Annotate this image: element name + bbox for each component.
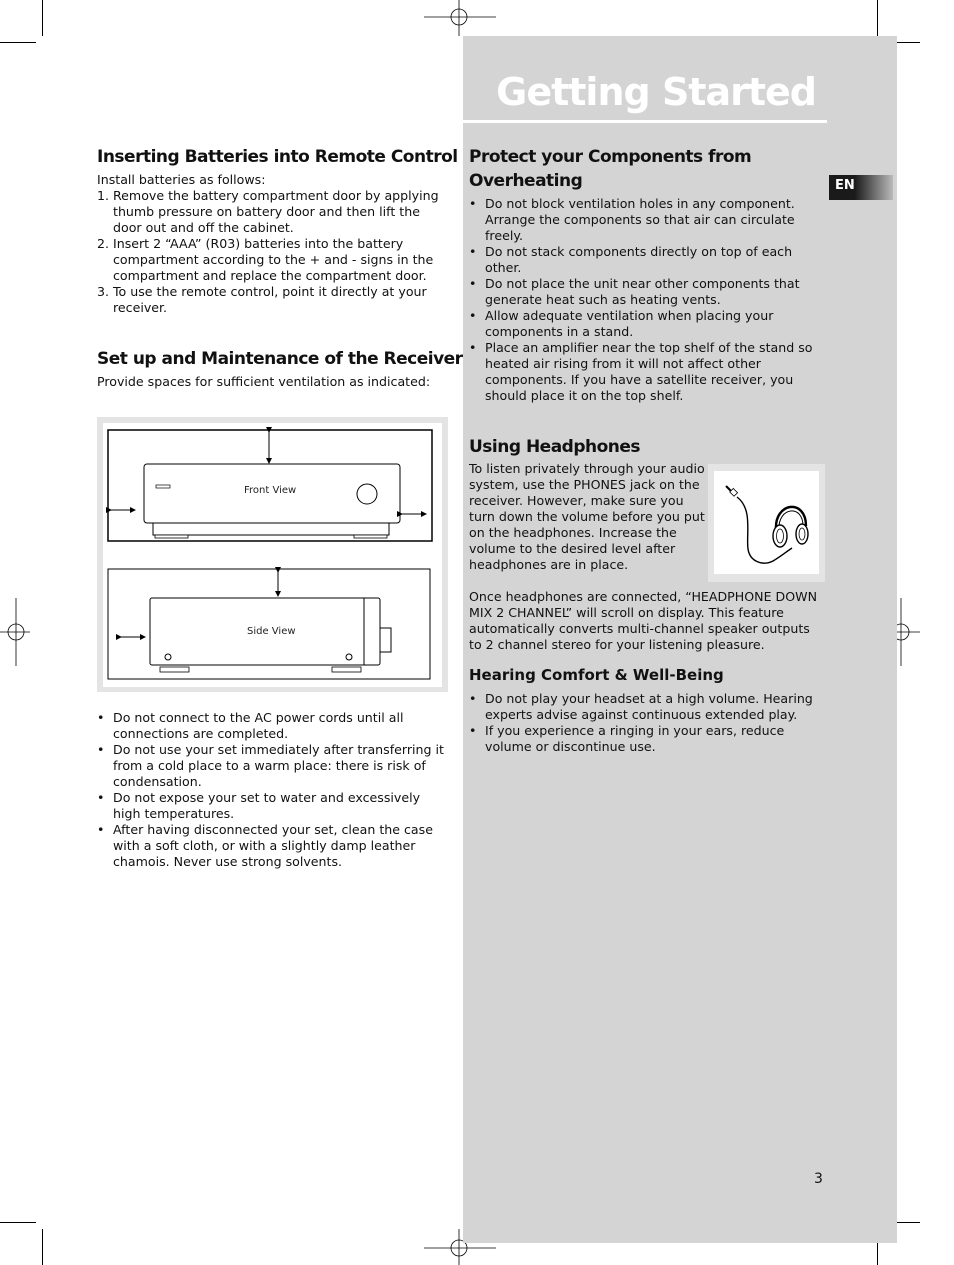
overheating-heading: Protect your Components from Overheating — [469, 147, 752, 191]
title-underline — [463, 120, 827, 123]
side-view-label: Side View — [247, 626, 296, 637]
list-item: • Do not expose your set to water and excessively high temperatures. — [97, 790, 421, 821]
batteries-section — [97, 172, 442, 316]
list-item: • Do not use your set immediately after transferring it from a cold place to a warm place: there is risk of condensation. — [97, 742, 444, 789]
list-item: 2. Insert 2 “AAA” (R03) batteries into the battery compartment according to the + and - signs in the compartment and replace the compartment door. — [97, 236, 434, 283]
headphones-figure — [708, 464, 825, 582]
crop-mark — [877, 0, 878, 36]
headphones-icon — [708, 464, 825, 582]
ventilation-diagram — [97, 417, 448, 692]
crop-mark — [42, 0, 43, 36]
crop-mark — [0, 1222, 36, 1223]
list-item: • After having disconnected your set, clean the case with a soft cloth, or with a slightly damp leather chamois. Never use strong solvents. — [97, 822, 433, 869]
setup-heading: Set up and Maintenance of the Receiver — [97, 349, 463, 369]
headphones-heading: Using Headphones — [469, 437, 641, 457]
registration-mark-icon — [424, 0, 496, 36]
batteries-heading: Inserting Batteries into Remote Control — [97, 147, 458, 167]
list-item: • Allow adequate ventilation when placing your components in a stand. — [469, 308, 774, 339]
registration-mark-icon — [0, 598, 30, 666]
list-item: • Do not connect to the AC power cords until all connections are completed. — [97, 710, 404, 741]
list-item: • Place an amplifier near the top shelf of the stand so heated air rising from it will not affect other components. If you have a satellite receiver, you should place it on the top shelf. — [469, 340, 813, 403]
headphones-para2: Once headphones are connected, “HEADPHONE DOWN MIX 2 CHANNEL” will scroll on display. This feature automatically converts multi-channel speaker outputs to 2 channel stereo for your listening pleasure. — [469, 589, 818, 652]
batteries-steps — [97, 188, 442, 316]
language-tab — [829, 175, 893, 200]
list-item: • Do not play your headset at a high volume. Hearing experts advise against continuous extended play. — [469, 691, 813, 722]
language-tab-label: EN — [835, 178, 855, 193]
overheating-bullets — [469, 196, 814, 404]
setup-bullets — [97, 710, 449, 870]
headphones-para1: To listen privately through your audio system, use the PHONES jack on the receiver. However, make sure you turn down the volume before you put on the headphones. Increase the volume to the desired level after headphones are in place. — [469, 461, 705, 572]
batteries-intro: Install batteries as follows: — [97, 172, 266, 187]
setup-intro: Provide spaces for sufficient ventilation as indicated: — [97, 374, 431, 389]
comfort-bullets — [469, 691, 819, 755]
front-view-label: Front View — [244, 485, 297, 496]
crop-mark — [42, 1229, 43, 1265]
comfort-heading: Hearing Comfort & Well-Being — [469, 666, 724, 684]
list-item: 3. To use the remote control, point it directly at your receiver. — [97, 284, 427, 315]
page-number: 3 — [814, 1171, 823, 1187]
list-item: • Do not block ventilation holes in any component. Arrange the components so that air can circulate freely. — [469, 196, 795, 243]
list-item: • Do not stack components directly on top of each other. — [469, 244, 793, 275]
ventilation-figure — [97, 417, 448, 692]
crop-mark — [0, 42, 36, 43]
list-item: • If you experience a ringing in your ears, reduce volume or discontinue use. — [469, 723, 785, 754]
page-title: Getting Started — [496, 70, 816, 114]
list-item: 1. Remove the battery compartment door by applying thumb pressure on battery door and then lift the door out and off the cabinet. — [97, 188, 439, 235]
list-item: • Do not place the unit near other components that generate heat such as heating vents. — [469, 276, 800, 307]
